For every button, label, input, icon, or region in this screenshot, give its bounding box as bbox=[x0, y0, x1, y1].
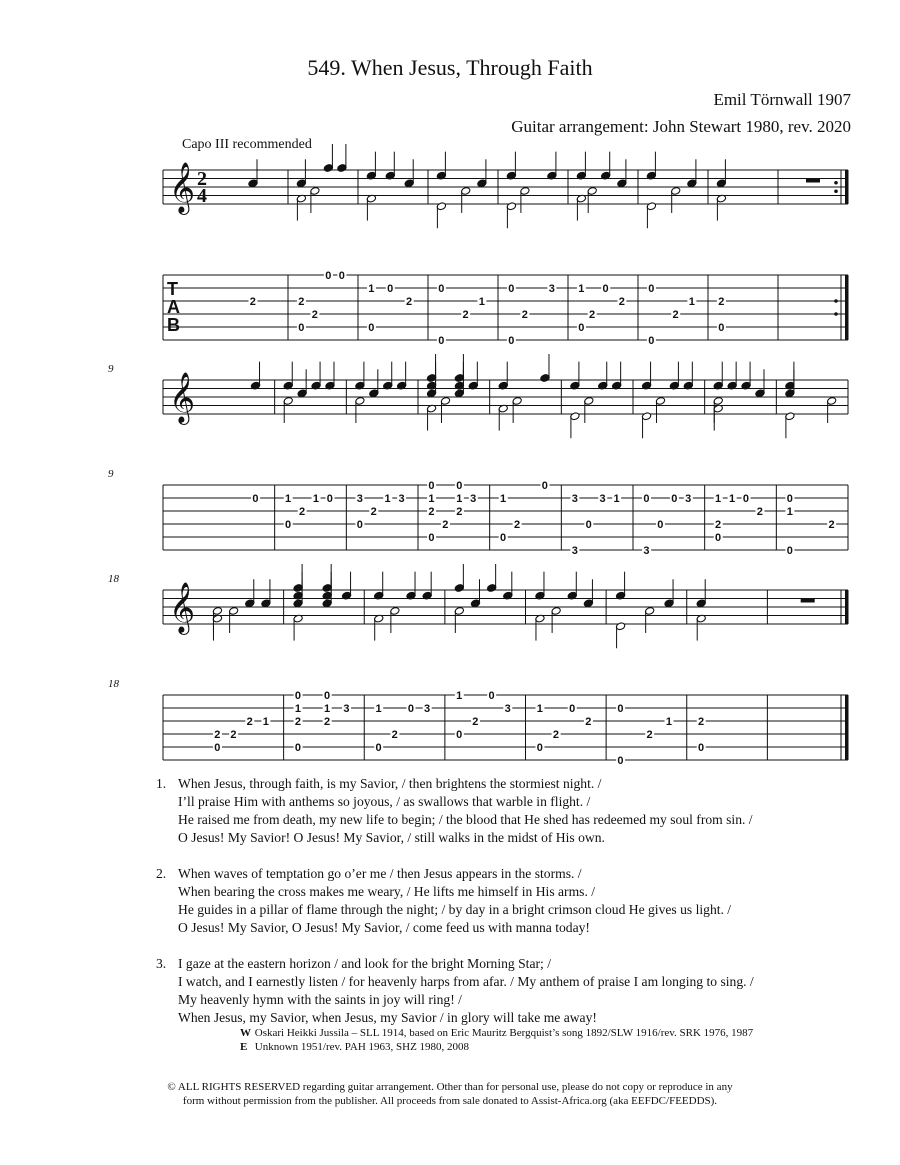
tab-fret-number: 2 bbox=[618, 296, 625, 308]
tab-fret-number: 3 bbox=[685, 493, 692, 505]
page-title: 549. When Jesus, Through Faith bbox=[307, 55, 593, 80]
tab-fret-number: 2 bbox=[298, 296, 305, 308]
tab-fret-number: 0 bbox=[285, 519, 292, 531]
tab-fret-number: 0 bbox=[294, 742, 302, 754]
repeat-dot bbox=[834, 312, 838, 316]
tab-fret-number: 2 bbox=[646, 729, 653, 741]
arranger-credit: Guitar arrangement: John Stewart 1980, rev. 2020 bbox=[511, 117, 851, 136]
tab-fret-number: 3 bbox=[643, 545, 650, 557]
tab-fret-number: 1 bbox=[578, 283, 585, 295]
tab-fret-number: 1 bbox=[368, 283, 375, 295]
tab-fret-number: 2 bbox=[718, 296, 725, 308]
tab-fret-number: 1 bbox=[294, 703, 302, 715]
whole-rest-icon bbox=[801, 599, 815, 603]
tab-fret-number: 0 bbox=[438, 335, 445, 347]
translation-credit bbox=[240, 1040, 753, 1054]
tab-fret-number: 2 bbox=[230, 729, 237, 741]
tab-fret-number: 0 bbox=[657, 519, 664, 531]
tab-fret-number: 2 bbox=[442, 519, 449, 531]
verse-number: 2. bbox=[156, 866, 167, 881]
final-barline bbox=[845, 590, 848, 624]
treble-clef-icon: 𝄞 bbox=[169, 162, 196, 213]
tab-fret-number: 0 bbox=[718, 322, 725, 334]
tab-fret-number: 0 bbox=[326, 493, 333, 505]
tab-fret-number: 0 bbox=[298, 322, 305, 334]
tab-fret-number: 0 bbox=[214, 742, 221, 754]
tab-fret-number: 0 bbox=[428, 532, 435, 544]
tab-fret-number: 0 bbox=[569, 703, 576, 715]
tab-fret-number: 2 bbox=[585, 716, 592, 728]
tab-fret-number: 0 bbox=[578, 322, 585, 334]
tab-fret-number: 3 bbox=[423, 703, 431, 715]
verse-line bbox=[156, 865, 856, 883]
measure-number: 9 bbox=[108, 468, 114, 480]
tab-fret-number: 1 bbox=[688, 296, 695, 308]
tab-fret-number: 1 bbox=[375, 703, 382, 715]
tab-fret-number: 1 bbox=[456, 690, 463, 702]
tab-fret-number: 0 bbox=[786, 545, 793, 557]
tab-fret-number: 0 bbox=[698, 742, 705, 754]
words-credit bbox=[240, 1026, 753, 1040]
verse-line: He guides in a pillar of flame through the night; / by day in a bright crimson cloud He gives us light. / bbox=[178, 902, 732, 917]
credit-text: Unknown 1951/rev. PAH 1963, SHZ 1980, 2008 bbox=[254, 1041, 470, 1053]
verse-1 bbox=[156, 775, 856, 847]
measure-number: 18 bbox=[108, 573, 119, 585]
verse-line: O Jesus! My Savior, O Jesus! My Savior, / come feed us with manna today! bbox=[178, 920, 590, 935]
tab-fret-number: 2 bbox=[589, 309, 596, 321]
tab-fret-number: 2 bbox=[462, 309, 469, 321]
time-signature-top: 2 bbox=[197, 168, 207, 190]
tab-fret-number: 1 bbox=[323, 703, 331, 715]
tab-fret-number: 0 bbox=[643, 493, 650, 505]
credit-label: E bbox=[240, 1041, 248, 1053]
tab-fret-number: 3 bbox=[343, 703, 350, 715]
repeat-dot bbox=[834, 299, 838, 303]
music-system-2 bbox=[0, 360, 900, 560]
tab-fret-number: 0 bbox=[325, 270, 332, 282]
tab-fret-number: 1 bbox=[613, 493, 620, 505]
tab-fret-number: 2 bbox=[672, 309, 679, 321]
tab-fret-number: 0 bbox=[438, 283, 445, 295]
tab-fret-number: 2 bbox=[521, 309, 528, 321]
verses bbox=[156, 775, 856, 1045]
verse-line-text: When waves of temptation go o’er me / then Jesus appears in the storms. / bbox=[178, 866, 582, 881]
tab-fret-number: 0 bbox=[323, 690, 331, 702]
tab-clef-a: A bbox=[167, 297, 180, 317]
tab-fret-number: 0 bbox=[671, 493, 678, 505]
tab-fret-number: 2 bbox=[294, 716, 302, 728]
tab-fret-number: 3 bbox=[599, 493, 606, 505]
tab-fret-number: 0 bbox=[648, 283, 655, 295]
copyright-footer bbox=[0, 1080, 900, 1108]
credit-text: Oskari Heikki Jussila – SLL 1914, based on Eric Mauritz Bergquist’s song 1892/SLW 1916/rev. SRK 1976, 1987 bbox=[254, 1027, 754, 1039]
tab-fret-number: 0 bbox=[508, 335, 515, 347]
tab-fret-number: 0 bbox=[387, 283, 394, 295]
verse-line-text: When Jesus, through faith, is my Savior, / then brightens the stormiest night. / bbox=[178, 776, 602, 791]
tab-fret-number: 2 bbox=[391, 729, 398, 741]
tab-fret-number: 2 bbox=[756, 506, 763, 518]
tab-fret-number: 1 bbox=[478, 296, 485, 308]
time-signature-bottom: 4 bbox=[197, 185, 207, 207]
tab-fret-number: 1 bbox=[786, 506, 793, 518]
tab-fret-number: 2 bbox=[214, 729, 221, 741]
verse-3 bbox=[156, 955, 856, 1027]
verse-line-text: I gaze at the eastern horizon / and look for the bright Morning Star; / bbox=[178, 956, 551, 971]
measure-number: 18 bbox=[108, 678, 119, 690]
tab-fret-number: 2 bbox=[698, 716, 705, 728]
music-system-3 bbox=[0, 570, 900, 770]
tab-fret-number: 1 bbox=[728, 493, 736, 505]
tab-fret-number: 0 bbox=[456, 480, 463, 492]
tab-fret-number: 0 bbox=[500, 532, 507, 544]
tab-fret-number: 2 bbox=[513, 519, 521, 531]
tab-fret-number: 0 bbox=[428, 480, 435, 492]
tab-fret-number: 1 bbox=[536, 703, 543, 715]
tab-fret-number: 1 bbox=[285, 493, 292, 505]
tab-fret-number: 2 bbox=[298, 506, 306, 518]
tab-fret-number: 1 bbox=[500, 493, 507, 505]
tab-fret-number: 0 bbox=[617, 755, 624, 767]
repeat-dot bbox=[834, 189, 838, 193]
tab-fret-number: 0 bbox=[488, 690, 495, 702]
verse-line: I’ll praise Him with anthems so joyous, / as swallows that warble in flight. / bbox=[178, 794, 591, 809]
tab-fret-number: 0 bbox=[407, 703, 414, 715]
tab-fret-number: 0 bbox=[338, 270, 345, 282]
composer-credit: Emil Törnwall 1907 bbox=[713, 90, 851, 109]
tab-fret-number: 0 bbox=[252, 493, 259, 505]
tab-fret-number: 1 bbox=[384, 493, 391, 505]
whole-rest-icon bbox=[806, 179, 820, 183]
tab-fret-number: 2 bbox=[715, 519, 722, 531]
tab-fret-number: 2 bbox=[370, 506, 377, 518]
verse-line bbox=[156, 955, 856, 973]
tab-fret-number: 0 bbox=[536, 742, 543, 754]
tab-clef-b: B bbox=[167, 315, 180, 335]
verse-line bbox=[156, 775, 856, 793]
tab-fret-number: 2 bbox=[249, 296, 256, 308]
tab-fret-number: 1 bbox=[715, 493, 722, 505]
text-credits bbox=[240, 1026, 753, 1054]
verse-number: 1. bbox=[156, 776, 167, 791]
tab-fret-number: 1 bbox=[262, 716, 269, 728]
capo-note: Capo III recommended bbox=[182, 137, 312, 152]
tab-fret-number: 3 bbox=[571, 493, 578, 505]
music-system-1 bbox=[0, 150, 900, 350]
tab-fret-number: 0 bbox=[368, 322, 375, 334]
final-barline bbox=[845, 695, 848, 760]
tab-fret-number: 2 bbox=[311, 309, 318, 321]
final-barline bbox=[845, 275, 848, 340]
verse-line: When bearing the cross makes me weary, / He lifts me himself in His arms. / bbox=[178, 884, 596, 899]
final-barline bbox=[845, 170, 848, 204]
repeat-dot bbox=[834, 181, 838, 185]
tab-fret-number: 2 bbox=[428, 506, 435, 518]
tab-fret-number: 1 bbox=[456, 493, 463, 505]
tab-fret-number: 2 bbox=[246, 716, 253, 728]
copyright-line: © ALL RIGHTS RESERVED regarding guitar arrangement. Other than for personal use, please do not copy or reproduce in any bbox=[167, 1081, 733, 1093]
tab-fret-number: 0 bbox=[715, 532, 722, 544]
verse-line: My heavenly hymn with the saints in joy will ring! / bbox=[178, 992, 462, 1007]
tab-fret-number: 0 bbox=[356, 519, 363, 531]
tab-fret-number: 0 bbox=[541, 480, 548, 492]
tab-fret-number: 2 bbox=[456, 506, 463, 518]
verse-line: O Jesus! My Savior! O Jesus! My Savior, / still walks in the midst of His own. bbox=[178, 830, 605, 845]
tab-fret-number: 0 bbox=[617, 703, 624, 715]
tab-fret-number: 0 bbox=[742, 493, 749, 505]
tab-fret-number: 1 bbox=[312, 493, 319, 505]
tab-fret-number: 0 bbox=[585, 519, 592, 531]
verse-line: He raised me from death, my new life to begin; / the blood that He shed has redeemed my soul from sin. / bbox=[178, 812, 753, 827]
verse-2 bbox=[156, 865, 856, 937]
tab-fret-number: 3 bbox=[504, 703, 511, 715]
tab-fret-number: 2 bbox=[828, 519, 835, 531]
tab-fret-number: 2 bbox=[323, 716, 331, 728]
treble-clef-icon: 𝄞 bbox=[169, 372, 196, 423]
verse-number: 3. bbox=[156, 956, 167, 971]
tab-fret-number: 3 bbox=[548, 283, 555, 295]
tab-fret-number: 0 bbox=[786, 493, 793, 505]
tab-fret-number: 3 bbox=[571, 545, 578, 557]
tab-fret-number: 3 bbox=[470, 493, 477, 505]
tab-fret-number: 1 bbox=[428, 493, 435, 505]
tab-fret-number: 3 bbox=[398, 493, 405, 505]
verse-line: When Jesus, my Savior, when Jesus, my Savior / in glory will take me away! bbox=[178, 1010, 597, 1025]
copyright-line: form without permission from the publisher. All proceeds from sale donated to Assist-Africa.org (aka EEFDC/FEEDDS). bbox=[182, 1095, 718, 1107]
credit-label: W bbox=[240, 1027, 251, 1039]
verse-line: I watch, and I earnestly listen / for heavenly harps from afar. / My anthem of praise I am longing to sing. / bbox=[178, 974, 754, 989]
tab-fret-number: 0 bbox=[294, 690, 302, 702]
tab-fret-number: 0 bbox=[375, 742, 382, 754]
treble-clef-icon: 𝄞 bbox=[169, 582, 196, 633]
measure-number: 9 bbox=[108, 363, 114, 375]
tab-fret-number: 0 bbox=[456, 729, 463, 741]
tab-fret-number: 0 bbox=[602, 283, 609, 295]
tab-fret-number: 0 bbox=[508, 283, 515, 295]
tab-fret-number: 1 bbox=[665, 716, 672, 728]
tab-fret-number: 2 bbox=[472, 716, 479, 728]
tab-clef-t: T bbox=[167, 279, 178, 299]
tab-fret-number: 0 bbox=[648, 335, 655, 347]
tab-fret-number: 2 bbox=[406, 296, 413, 308]
tab-fret-number: 3 bbox=[356, 493, 363, 505]
tab-fret-number: 2 bbox=[552, 729, 560, 741]
